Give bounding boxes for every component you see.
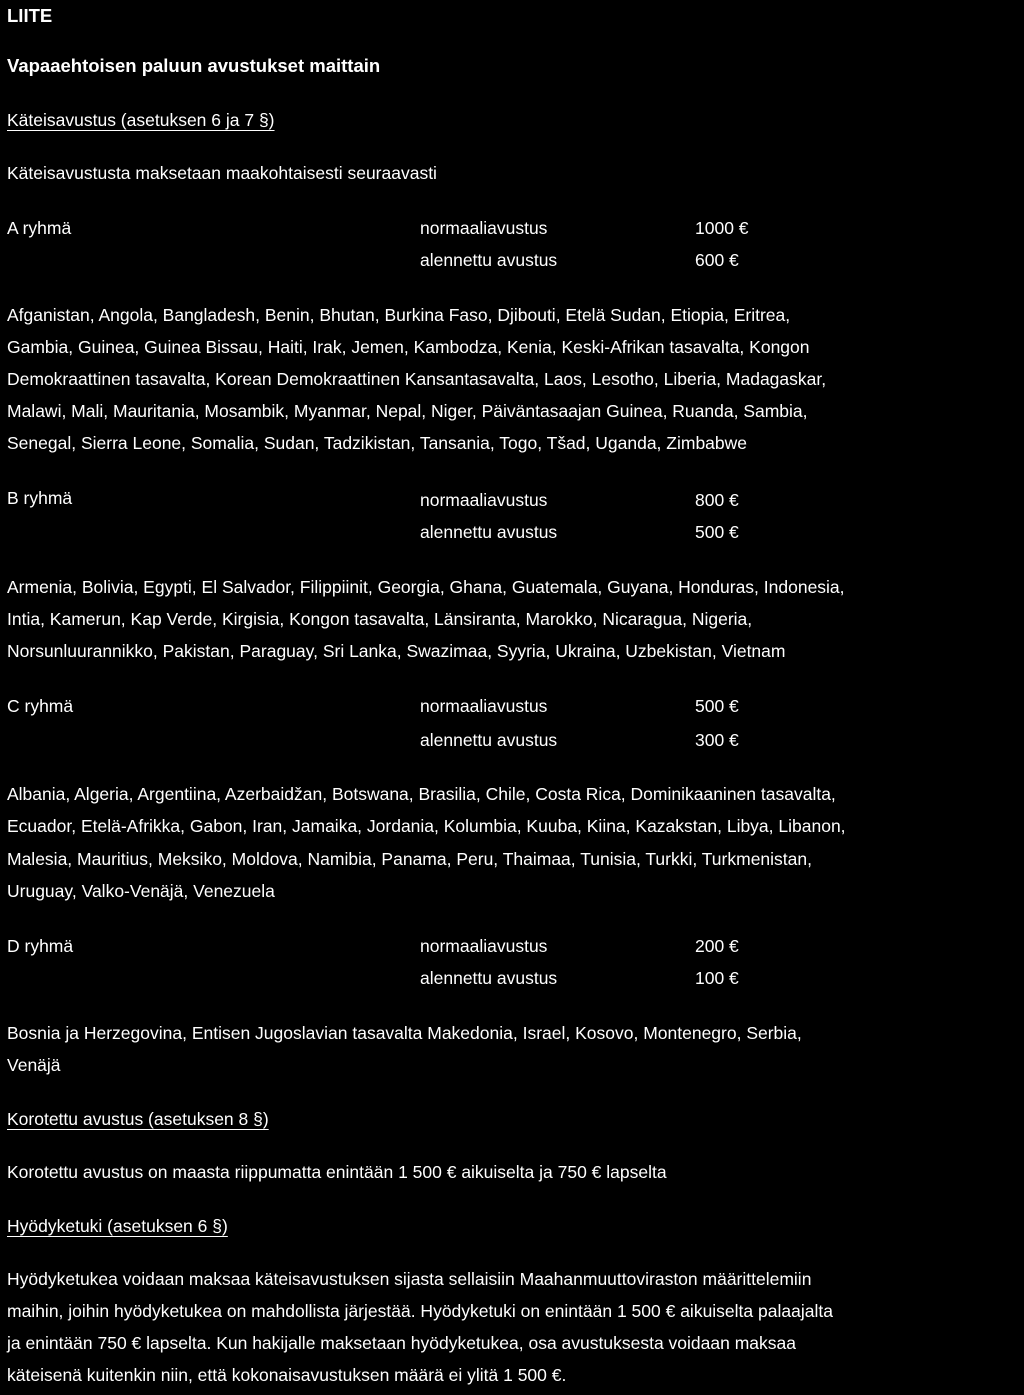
increased-grant-text: Korotettu avustus on maasta riippumatta enintään 1 500 € aikuiselta ja 750 € lapselta (7, 1162, 667, 1182)
reduced-label: alennettu avustus (420, 730, 558, 750)
normal-amount: 500 € (695, 696, 739, 716)
reduced-amount: 500 € (695, 522, 739, 542)
country-line: Venäjä (7, 1055, 61, 1075)
paragraph-line: käteisenä kuitenkin niin, että kokonaisavustuksen määrä ei ylitä 1 500 €. (7, 1365, 567, 1385)
country-line: Malawi, Mali, Mauritania, Mosambik, Myanmar, Nepal, Niger, Päiväntasaajan Guinea, Ruanda, Sambia, (7, 401, 808, 421)
country-line: Senegal, Sierra Leone, Somalia, Sudan, Tadzikistan, Tansania, Togo, Tšad, Uganda, Zimbabwe (7, 433, 748, 453)
reduced-amount: 100 € (695, 968, 739, 988)
normal-label: normaaliavustus (420, 218, 548, 238)
country-line: Armenia, Bolivia, Egypti, El Salvador, Filippiinit, Georgia, Ghana, Guatemala, Guyana, Honduras, Indonesia, (7, 577, 845, 597)
reduced-label: alennettu avustus (420, 968, 558, 988)
country-line: Afganistan, Angola, Bangladesh, Benin, Bhutan, Burkina Faso, Djibouti, Etelä Sudan, Etiopia, Eritrea, (7, 305, 791, 325)
country-line: Demokraattinen tasavalta, Korean Demokraattinen Kansantasavalta, Laos, Lesotho, Liberia, Madagaskar, (7, 369, 827, 389)
reduced-amount: 600 € (695, 250, 739, 270)
country-line: Bosnia ja Herzegovina, Entisen Jugoslavian tasavalta Makedonia, Israel, Kosovo, Montenegro, Serbia, (7, 1023, 802, 1043)
group-name: B ryhmä (7, 488, 73, 508)
paragraph-line: ja enintään 750 € lapselta. Kun hakijalle maksetaan hyödyketukea, osa avustuksesta voidaan maksaa (7, 1333, 796, 1353)
section-intro: Käteisavustusta maksetaan maakohtaisesti seuraavasti (7, 163, 437, 183)
group-name: D ryhmä (7, 936, 74, 956)
country-line: Gambia, Guinea, Guinea Bissau, Haiti, Irak, Jemen, Kambodza, Kenia, Keski-Afrikan tasavalta, Kongon (7, 337, 810, 357)
header-label: LIITE (7, 5, 53, 26)
reduced-label: alennettu avustus (420, 522, 558, 542)
normal-amount: 200 € (695, 936, 739, 956)
reduced-amount: 300 € (695, 730, 739, 750)
reduced-label: alennettu avustus (420, 250, 558, 270)
normal-amount: 800 € (695, 490, 739, 510)
country-line: Ecuador, Etelä-Afrikka, Gabon, Iran, Jamaika, Jordania, Kolumbia, Kuuba, Kiina, Kazakstan, Libya, Libanon, (7, 816, 846, 836)
page-title: Vapaaehtoisen paluun avustukset maittain (7, 55, 381, 76)
country-line: Malesia, Mauritius, Meksiko, Moldova, Namibia, Panama, Peru, Thaimaa, Tunisia, Turkki, Turkmenistan, (7, 849, 812, 869)
normal-label: normaaliavustus (420, 696, 548, 716)
group-name: A ryhmä (7, 218, 72, 238)
country-line: Norsunluurannikko, Pakistan, Paraguay, Sri Lanka, Swazimaa, Syyria, Ukraina, Uzbekistan, Vietnam (7, 641, 786, 661)
section-heading-cash-grant: Käteisavustus (asetuksen 6 ja 7 §) (7, 110, 275, 130)
country-line: Uruguay, Valko-Venäjä, Venezuela (7, 881, 275, 901)
group-name: C ryhmä (7, 696, 74, 716)
section-heading-increased-grant: Korotettu avustus (asetuksen 8 §) (7, 1109, 269, 1129)
normal-label: normaaliavustus (420, 936, 548, 956)
country-line: Intia, Kamerun, Kap Verde, Kirgisia, Kongon tasavalta, Länsiranta, Marokko, Nicaragua, Nigeria, (7, 609, 753, 629)
paragraph-line: maihin, joihin hyödyketukea on mahdollista järjestää. Hyödyketuki on enintään 1 500 € aikuiselta palaajalta (7, 1301, 833, 1321)
section-heading-commodity-support: Hyödyketuki (asetuksen 6 §) (7, 1216, 228, 1236)
paragraph-line: Hyödyketukea voidaan maksaa käteisavustuksen sijasta sellaisiin Maahanmuuttoviraston määrittelemiin (7, 1269, 812, 1289)
normal-amount: 1000 € (695, 218, 749, 238)
normal-label: normaaliavustus (420, 490, 548, 510)
country-line: Albania, Algeria, Argentiina, Azerbaidžan, Botswana, Brasilia, Chile, Costa Rica, Dominikaaninen tasavalta, (7, 784, 836, 804)
